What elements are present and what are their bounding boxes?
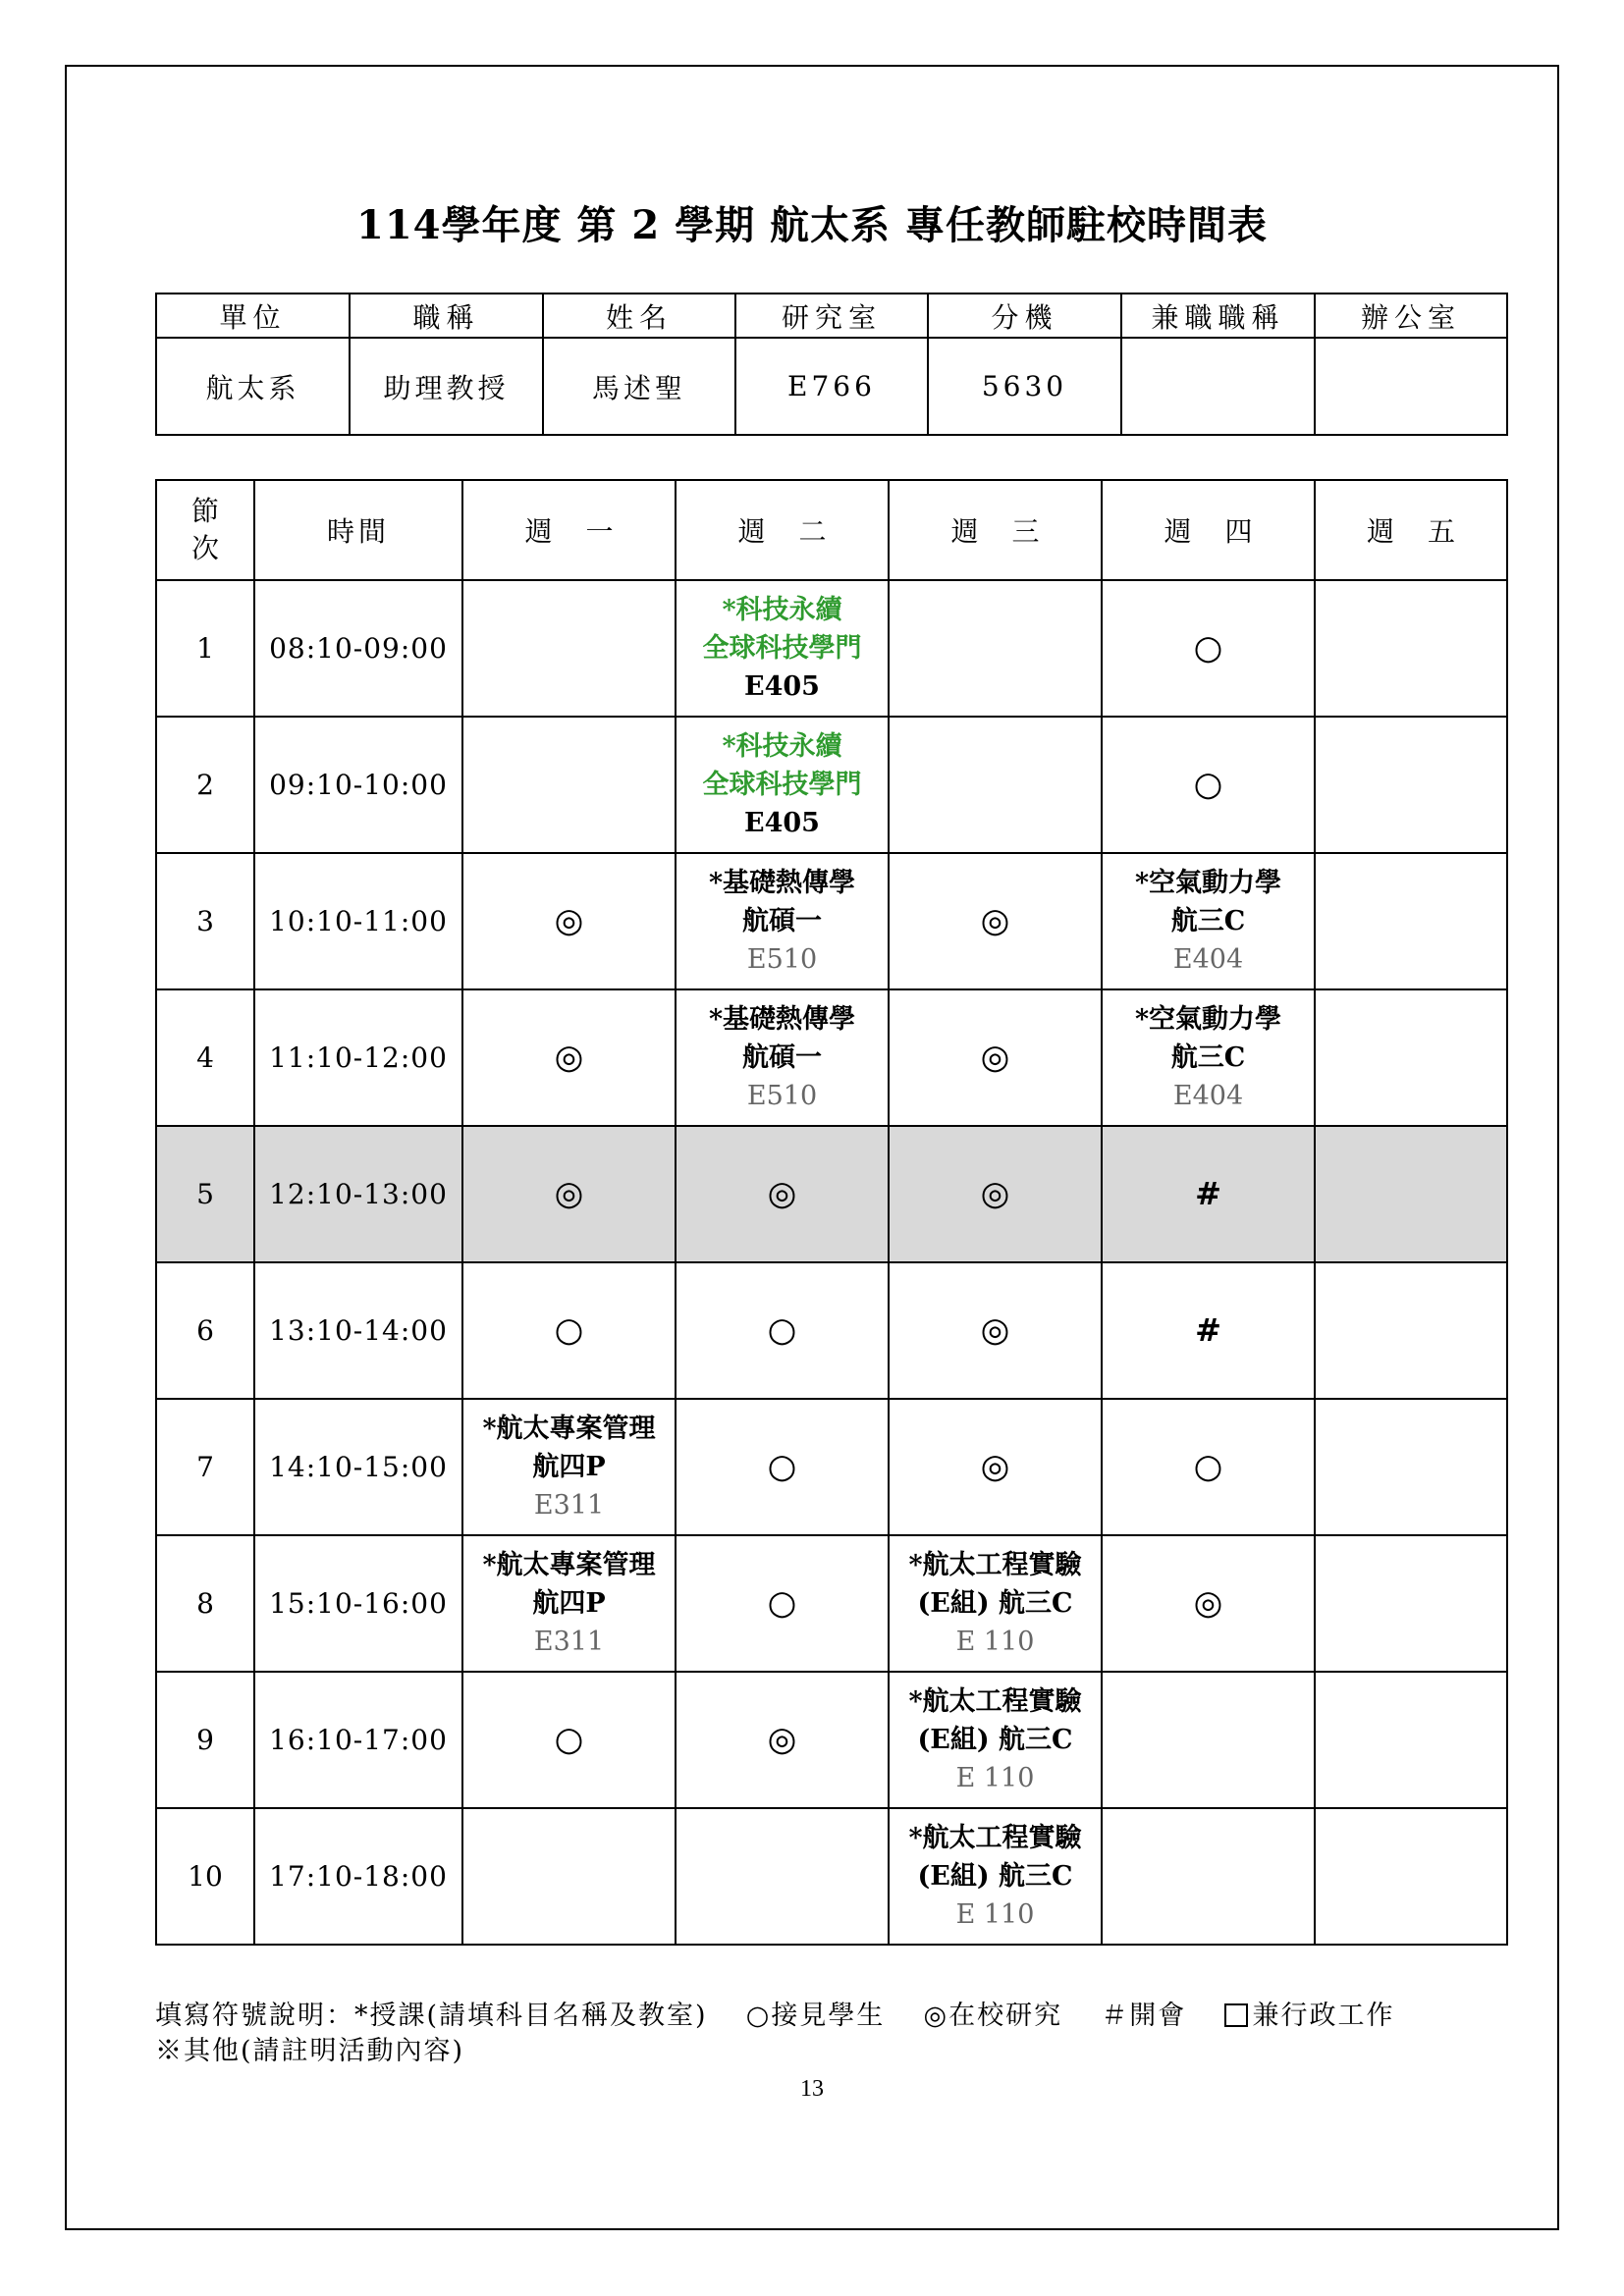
time-range: 12:10-13:00 [254,1126,462,1262]
symbol-cell-mon [462,1126,676,1262]
course-name: *航太工程實驗 (E組) 航三C [908,1550,1082,1619]
day-header-tue: 週二 [676,480,889,580]
period-number: 5 [156,1126,254,1262]
symbol-cell-mon [462,1262,676,1399]
value-unit: 航太系 [156,338,350,435]
empty-cell-mon [462,1808,676,1945]
classroom: E311 [533,1490,605,1521]
research-symbol: ◎ [767,1173,797,1213]
empty-cell-thu [1102,1808,1315,1945]
symbol-cell-tue [676,1535,889,1672]
time-range: 10:10-11:00 [254,853,462,989]
course-cell-tue [676,853,889,989]
period-number: 2 [156,717,254,853]
empty-cell-fri [1315,1126,1507,1262]
schedule-row [156,989,1507,1126]
document-title: 114學年度 第 2 學期 航太系 專任教師駐校時間表 [356,202,1268,248]
value-job-title: 助理教授 [350,338,543,435]
symbol-cell-thu [1102,1535,1315,1672]
symbol-cell-wed [889,1399,1102,1535]
symbol-legend [155,1999,1394,2069]
time-range: 13:10-14:00 [254,1262,462,1399]
course-name: *空氣動力學 航三C [1134,868,1282,936]
schedule-row [156,1535,1507,1672]
symbol-cell-wed [889,1126,1102,1262]
period-number: 8 [156,1535,254,1672]
empty-cell-fri [1315,1262,1507,1399]
header-name: 姓名 [543,294,735,338]
symbol-cell-tue [676,1672,889,1808]
symbol-cell-thu [1102,1126,1315,1262]
classroom: E404 [1172,1081,1244,1111]
page-number: 13 [800,2076,824,2102]
schedule-row [156,1126,1507,1262]
classroom: E311 [533,1627,605,1657]
day-header-mon: 週一 [462,480,676,580]
header-concurrent-title: 兼職職稱 [1121,294,1315,338]
meeting-symbol: # [1195,1310,1221,1349]
course-name: *航太專案管理 航四P [482,1414,656,1482]
research-symbol: ◎ [980,1309,1010,1350]
symbol-cell-thu [1102,1262,1315,1399]
empty-cell-fri [1315,853,1507,989]
research-symbol: ◎ [767,1719,797,1759]
symbol-cell-wed [889,989,1102,1126]
meet-students-symbol: ○ [767,1582,797,1623]
empty-cell-tue [676,1808,889,1945]
period-number: 10 [156,1808,254,1945]
time-range: 11:10-12:00 [254,989,462,1126]
checkbox-icon [1224,2003,1248,2027]
research-symbol: ◎ [554,900,584,940]
course-cell-mon [462,1399,676,1535]
course-name: *科技永續 全球科技學門 [702,595,862,664]
meet-students-symbol: ○ [554,1719,584,1759]
classroom: E510 [746,1081,818,1111]
meet-students-symbol: ○ [767,1309,797,1350]
day-header-wed: 週三 [889,480,1102,580]
course-name: *基礎熱傳學 航碩一 [708,1004,856,1073]
empty-cell-fri [1315,580,1507,717]
course-cell-wed [889,1535,1102,1672]
day-header-fri: 週五 [1315,480,1507,580]
time-range: 08:10-09:00 [254,580,462,717]
value-extension: 5630 [928,338,1121,435]
empty-cell-wed [889,580,1102,717]
classroom: E510 [746,944,818,975]
schedule-row [156,580,1507,717]
period-number: 3 [156,853,254,989]
time-header: 時間 [254,480,462,580]
legend-admin-work: 兼行政工作 [1252,2001,1395,2031]
symbol-cell-tue [676,1262,889,1399]
period-number: 9 [156,1672,254,1808]
research-symbol: ◎ [980,900,1010,940]
schedule-header-row [156,480,1507,580]
research-symbol: ◎ [1193,1582,1223,1623]
classroom: E405 [744,808,820,838]
legend-meeting: ＃開會 [1101,2001,1187,2031]
empty-cell-fri [1315,1399,1507,1535]
header-lab: 研究室 [735,294,928,338]
course-cell-wed [889,1808,1102,1945]
time-range: 15:10-16:00 [254,1535,462,1672]
empty-cell-fri [1315,989,1507,1126]
period-header: 節 次 [156,480,254,580]
legend-line-2: ※其他(請註明活動內容) [155,2036,465,2066]
course-name: *航太工程實驗 (E組) 航三C [908,1823,1082,1892]
symbol-cell-thu [1102,1399,1315,1535]
value-name: 馬述聖 [543,338,735,435]
header-job-title: 職稱 [350,294,543,338]
classroom: E405 [744,671,820,702]
meet-students-symbol: ○ [1193,627,1223,667]
course-cell-wed [889,1672,1102,1808]
time-range: 17:10-18:00 [254,1808,462,1945]
course-cell-tue [676,580,889,717]
course-name: *基礎熱傳學 航碩一 [708,868,856,936]
classroom: E404 [1172,944,1244,975]
research-symbol: ◎ [980,1037,1010,1077]
symbol-cell-thu [1102,580,1315,717]
schedule-row [156,1808,1507,1945]
schedule-row [156,717,1507,853]
course-cell-tue [676,989,889,1126]
header-unit: 單位 [156,294,350,338]
legend-meet-students: ○接見學生 [745,2001,886,2031]
empty-cell-thu [1102,1672,1315,1808]
teacher-info-table [155,293,1508,436]
period-number: 7 [156,1399,254,1535]
course-cell-mon [462,1535,676,1672]
day-header-thu: 週四 [1102,480,1315,580]
research-symbol: ◎ [554,1173,584,1213]
course-name: *航太工程實驗 (E組) 航三C [908,1686,1082,1755]
schedule-row [156,853,1507,989]
value-lab: E766 [735,338,928,435]
empty-cell-fri [1315,1672,1507,1808]
period-number: 1 [156,580,254,717]
classroom: E 110 [955,1627,1035,1657]
period-number: 6 [156,1262,254,1399]
legend-teaching: 填寫符號說明：*授課(請填科目名稱及教室) [155,2001,708,2031]
value-office [1315,338,1507,435]
legend-research: ◎在校研究 [923,2001,1063,2031]
legend-line-1 [155,1999,1394,2034]
meet-students-symbol: ○ [1193,1446,1223,1486]
research-symbol: ◎ [980,1446,1010,1486]
empty-cell-mon [462,717,676,853]
research-symbol: ◎ [980,1173,1010,1213]
header-extension: 分機 [928,294,1121,338]
empty-cell-mon [462,580,676,717]
schedule-table [155,479,1508,1946]
course-cell-thu [1102,989,1315,1126]
course-cell-thu [1102,853,1315,989]
course-name: *空氣動力學 航三C [1134,1004,1282,1073]
course-cell-tue [676,717,889,853]
symbol-cell-thu [1102,717,1315,853]
info-header-row [156,294,1507,338]
time-range: 09:10-10:00 [254,717,462,853]
value-concurrent-title [1121,338,1315,435]
period-number: 4 [156,989,254,1126]
classroom: E 110 [955,1899,1035,1930]
symbol-cell-mon [462,1672,676,1808]
time-range: 16:10-17:00 [254,1672,462,1808]
classroom: E 110 [955,1763,1035,1793]
time-range: 14:10-15:00 [254,1399,462,1535]
meet-students-symbol: ○ [554,1309,584,1350]
research-symbol: ◎ [554,1037,584,1077]
symbol-cell-tue [676,1399,889,1535]
schedule-row [156,1262,1507,1399]
meet-students-symbol: ○ [1193,764,1223,804]
empty-cell-fri [1315,1808,1507,1945]
course-name: *航太專案管理 航四P [482,1550,656,1619]
empty-cell-fri [1315,1535,1507,1672]
symbol-cell-wed [889,1262,1102,1399]
symbol-cell-mon [462,989,676,1126]
symbol-cell-mon [462,853,676,989]
course-name: *科技永續 全球科技學門 [702,731,862,800]
symbol-cell-tue [676,1126,889,1262]
schedule-row [156,1672,1507,1808]
meeting-symbol: # [1195,1174,1221,1212]
info-value-row [156,338,1507,435]
empty-cell-fri [1315,717,1507,853]
schedule-row [156,1399,1507,1535]
symbol-cell-wed [889,853,1102,989]
meet-students-symbol: ○ [767,1446,797,1486]
header-office: 辦公室 [1315,294,1507,338]
empty-cell-wed [889,717,1102,853]
